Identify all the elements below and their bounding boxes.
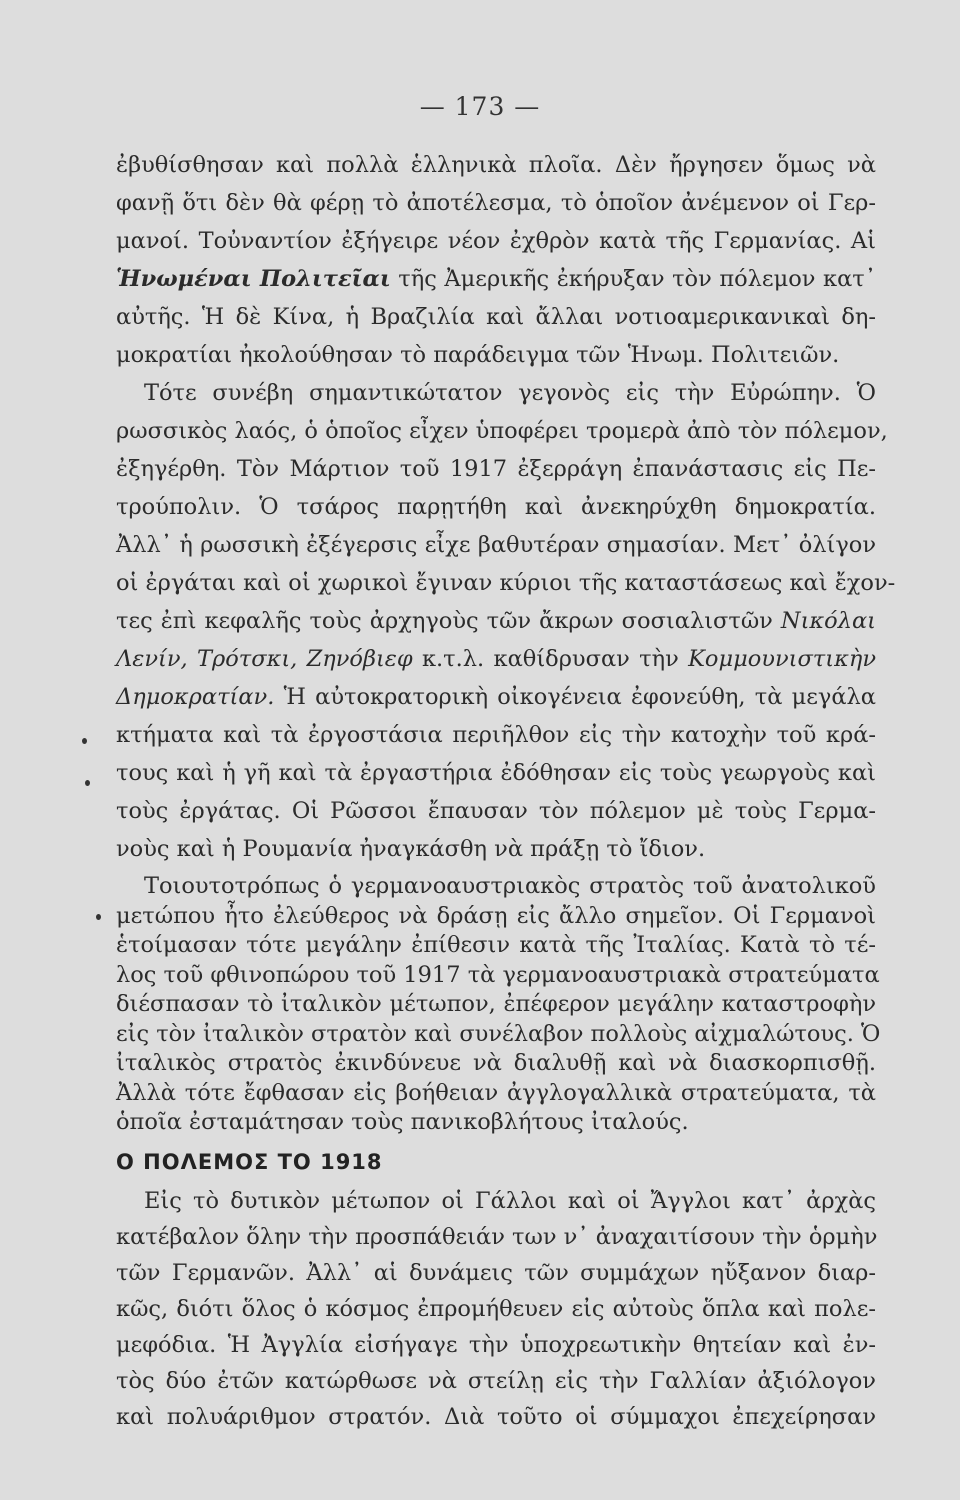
text-line: ἐβυθίσθησαν καὶ πολλὰ ἑλληνικὰ πλοῖα. Δὲν ἤργησεν ὅμως νὰ xyxy=(116,152,876,178)
italic-term: Δημοκρατίαν. xyxy=(116,684,275,710)
text-line xyxy=(116,682,876,712)
text-line: Ἀλλ᾽ ἡ ρωσσικὴ ἐξέγερσις εἶχε βαθυτέραν σημασίαν. Μετ᾽ ὀλίγον xyxy=(116,532,876,558)
text-line: τοὺς ἐργάτας. Οἱ Ρῶσσοι ἔπαυσαν τὸν πόλεμον μὲ τοὺς Γερμα- xyxy=(116,798,876,824)
text-segment: τῆς Ἀμερικῆς ἐκήρυξαν τὸν πόλεμον κατ᾽ xyxy=(390,266,876,292)
section-heading: Ο ΠΟΛΕΜΟΣ ΤΟ 1918 xyxy=(116,1149,383,1174)
text-line: Εἰς τὸ δυτικὸν μέτωπον οἱ Γάλλοι καὶ οἱ Ἄγγλοι κατ᾽ ἀρχὰς xyxy=(144,1187,876,1214)
text-line: κῶς, διότι ὅλος ὁ κόσμος ἐπρομήθευεν εἰς αὐτοὺς ὅπλα καὶ πολε- xyxy=(116,1295,876,1322)
text-line: Τότε συνέβη σημαντικώτατον γεγονὸς εἰς τὴν Εὐρώπην. Ὁ xyxy=(144,380,876,406)
text-line: καὶ πολυάριθμον στρατόν. Διὰ τοῦτο οἱ σύμμαχοι ἐπεχείρησαν xyxy=(116,1403,876,1430)
text-line: μοκρατίαι ἠκολούθησαν τὸ παράδειγμα τῶν Ἡνωμ. Πολιτειῶν. xyxy=(116,342,840,368)
page-number: — 173 — xyxy=(419,92,541,121)
text-line: αὐτῆς. Ἡ δὲ Κίνα, ἡ Βραζιλία καὶ ἄλλαι νοτιοαμερικανικαὶ δη- xyxy=(116,304,876,330)
bold-italic-term: Ἡνωμέναι Πολιτεῖαι xyxy=(116,266,391,292)
text-line: κατέβαλον ὅλην τὴν προσπάθειάν των ν᾽ ἀναχαιτίσουν τὴν ὁρμὴν xyxy=(116,1223,878,1250)
text-line: τους καὶ ἡ γῆ καὶ τὰ ἐργαστήρια ἐδόθησαν εἰς τοὺς γεωργοὺς καὶ xyxy=(116,760,876,786)
text-line: τὸς δύο ἐτῶν κατώρθωσε νὰ στείλῃ εἰς τὴν Γαλλίαν ἀξιόλογον xyxy=(116,1367,876,1394)
margin-mark xyxy=(82,738,87,744)
text-line: λος τοῦ φθινοπώρου τοῦ 1917 τὰ γερμανοαυστριακὰ στρατεύματα xyxy=(116,961,880,988)
italic-term: Κομμουνιστικὴν xyxy=(688,646,876,672)
text-line: τρούπολιν. Ὁ τσάρος παρῃτήθη καὶ ἀνεκηρύχθη δημοκρατία. xyxy=(116,494,876,520)
text-line: ἐξηγέρθη. Τὸν Μάρτιον τοῦ 1917 ἐξερράγη ἐπανάστασις εἰς Πε- xyxy=(116,456,876,482)
text-segment: τες ἐπὶ κεφαλῆς τοὺς ἀρχηγοὺς τῶν ἄκρων σοσιαλιστῶν xyxy=(116,608,773,634)
text-line: φανῇ ὅτι δὲν θὰ φέρῃ τὸ ἀποτέλεσμα, τὸ ὁποῖον ἀνέμενον οἱ Γερ- xyxy=(116,190,876,216)
italic-name: Νικόλαι xyxy=(780,608,876,634)
text-segment: κ.τ.λ. καθίδρυσαν τὴν xyxy=(412,646,679,672)
text-line: τῶν Γερμανῶν. Ἀλλ᾽ αἱ δυνάμεις τῶν συμμάχων ηὔξανον διαρ- xyxy=(116,1259,876,1286)
text-line: μεφόδια. Ἡ Ἀγγλία εἰσήγαγε τὴν ὑποχρεωτικὴν θητείαν καὶ ἐν- xyxy=(116,1331,876,1358)
text-line: εἰς τὸν ἰταλικὸν στρατὸν καὶ συνέλαβον πολλοὺς αἰχμαλώτους. Ὁ xyxy=(116,1020,881,1047)
text-line: διέσπασαν τὸ ἰταλικὸν μέτωπον, ἐπέφερον μεγάλην καταστροφὴν xyxy=(116,991,876,1017)
text-line: Ἀλλὰ τότε ἔφθασαν εἰς βοήθειαν ἀγγλογαλλικὰ στρατεύματα, τὰ xyxy=(116,1079,876,1106)
text-line: ρωσσικὸς λαός, ὁ ὁποῖος εἶχεν ὑποφέρει τρομερὰ ἀπὸ τὸν πόλεμον, xyxy=(116,418,888,444)
text-line: ὁποῖα ἐσταμάτησαν τοὺς πανικοβλήτους ἰταλούς. xyxy=(116,1109,689,1135)
text-line: μετώπου ἦτο ἐλεύθερος νὰ δράσῃ εἰς ἄλλο σημεῖον. Οἱ Γερμανοὶ xyxy=(116,902,876,929)
text-line: μανοί. Τοὐναντίον ἐξήγειρε νέον ἐχθρὸν κατὰ τῆς Γερμανίας. Αἱ xyxy=(116,228,876,254)
text-line: ἰταλικὸς στρατὸς ἐκινδύνευε νὰ διαλυθῇ καὶ νὰ διασκορπισθῇ. xyxy=(116,1050,876,1076)
margin-mark xyxy=(96,914,101,920)
italic-names: Λενίν, Τρότσκι, Ζηνόβιεφ xyxy=(116,646,413,672)
text-line xyxy=(116,644,876,674)
text-line: οἱ ἐργάται καὶ οἱ χωρικοὶ ἔγιναν κύριοι τῆς καταστάσεως καὶ ἔχον- xyxy=(116,570,896,596)
text-line xyxy=(116,606,876,636)
text-line: νοὺς καὶ ἡ Ρουμανία ἠναγκάσθη νὰ πράξῃ τὸ ἴδιον. xyxy=(116,836,706,862)
text-line: κτήματα καὶ τὰ ἐργοστάσια περιῆλθον εἰς τὴν κατοχὴν τοῦ κρά- xyxy=(116,722,876,748)
text-line: Τοιουτοτρόπως ὁ γερμανοαυστριακὸς στρατὸς τοῦ ἀνατολικοῦ xyxy=(144,873,876,899)
margin-mark xyxy=(85,780,90,786)
text-segment: Ἡ αὐτοκρατορικὴ οἰκογένεια ἐφονεύθη, τὰ μεγάλα xyxy=(274,684,876,710)
text-line xyxy=(116,264,876,294)
text-line: ἑτοίμασαν τότε μεγάλην ἐπίθεσιν κατὰ τῆς Ἰταλίας. Κατὰ τὸ τέ- xyxy=(116,932,876,958)
